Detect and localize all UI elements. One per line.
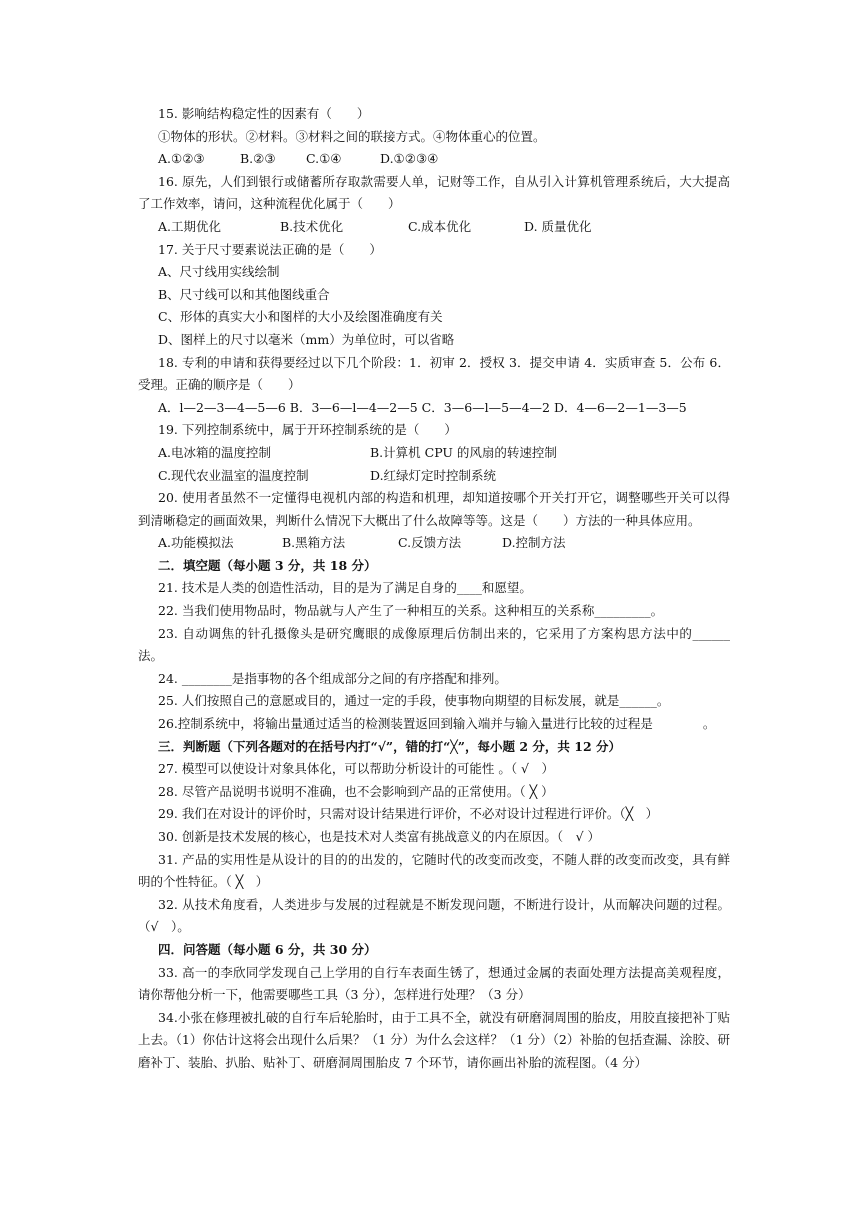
question-19-option-c: C.现代农业温室的温度控制: [158, 467, 309, 483]
question-20-option-a: A.功能模拟法: [158, 535, 234, 551]
question-30: 30. 创新是技术发展的核心，也是技术对人类富有挑战意义的内在原因。（ √ ）: [158, 829, 601, 844]
question-16-option-b: B.技术优化: [280, 218, 344, 234]
section-4-title: 四．问答题（每小题 6 分，共 30 分）: [158, 941, 377, 957]
question-15-option-a: A.①②③: [158, 151, 205, 167]
exam-content: [138, 103, 730, 1075]
question-28: 28. 尽管产品说明书说明不准确，也不会影响到产品的正常使用。（ ╳ ）: [158, 783, 554, 799]
question-23: 23. 自动调焦的针孔摄像头是研究鹰眼的成像原理后仿制出来的，它采用了方案构思方法中的______法。: [138, 625, 730, 664]
section-3-title: 三．判断题（下列各题对的在括号内打“√”，错的打“╳”，每小题 2 分，共 12 分）: [158, 738, 622, 754]
question-15-option-c: C.①④: [306, 151, 342, 167]
question-33: 33. 高一的李欣同学发现自己上学用的自行车表面生锈了，想通过金属的表面处理方法提高美观程度，请你帮他分析一下，他需要哪些工具（3 分），怎样进行处理？（3 分）: [138, 964, 730, 1003]
question-27: 27. 模型可以使设计对象具体化，可以帮助分析设计的可能性 。（ √ ）: [158, 761, 555, 777]
question-17-stem: 17. 关于尺寸要素说法正确的是（ ）: [158, 241, 382, 257]
question-17-option-b: B、尺寸线可以和其他图线重合: [158, 286, 330, 302]
question-21: 21. 技术是人类的创造性活动，目的是为了满足自身的____和愿望。: [158, 580, 532, 596]
question-16-option-d: D. 质量优化: [524, 218, 592, 234]
question-15-detail: ①物体的形状。②材料。③材料之间的联接方式。④物体重心的位置。: [158, 128, 546, 144]
question-16-option-c: C.成本优化: [408, 218, 472, 234]
question-34: 34.小张在修理被扎破的自行车后轮胎时，由于工具不全，就没有研磨洞周围的胎皮，用胶直接把补丁贴上去。（1）你估计这将会出现什么后果？（1 分）为什么会这样？（1 分）（2）补胎的包括查漏、涂胶、研磨补丁、装胎、扒胎、贴补丁、研磨洞周围胎皮 7 个环节，请你画出补胎的流程图。（4 分）: [138, 1009, 730, 1070]
question-20-options: [138, 532, 730, 555]
question-19-option-b: B.计算机 CPU 的风扇的转速控制: [370, 444, 557, 460]
question-19-option-a: A.电冰箱的温度控制: [158, 444, 272, 460]
question-16-option-a: A.工期优化: [158, 218, 222, 234]
question-20-option-c: C.反馈方法: [398, 535, 462, 551]
question-15-options: [138, 148, 730, 171]
question-17-option-c: C、形体的真实大小和图样的大小及绘图准确度有关: [158, 309, 443, 325]
question-17-option-d: D、图样上的尺寸以毫米（mm）为单位时，可以省略: [158, 331, 455, 347]
question-16-options: [138, 216, 730, 239]
question-32: 32. 从技术角度看，人类进步与发展的过程就是不断发现问题，不断进行设计，从而解决问题的过程。（√ ）。: [138, 896, 730, 935]
section-2-title: 二．填空题（每小题 3 分，共 18 分）: [158, 557, 377, 573]
question-15-stem: 15. 影响结构稳定性的因素有（ ）: [158, 106, 370, 121]
question-15-option-d: D.①②③④: [380, 151, 439, 167]
question-19-options-row1: [138, 442, 730, 465]
question-15-option-b: B.②③: [240, 151, 276, 167]
question-31: 31. 产品的实用性是从设计的目的的出发的，它随时代的改变而改变，不随人群的改变而改变，具有鲜明的个性特征。（ ╳ ）: [138, 851, 730, 890]
question-17-option-a: A、尺寸线用实线绘制: [158, 264, 280, 280]
question-16-stem: 16. 原先，人们到银行或储蓄所存取款需要人单，记财等工作，自从引入计算机管理系统后，大大提高了工作效率，请问，这种流程优化属于（ ）: [138, 173, 730, 212]
question-29: 29. 我们在对设计的评价时，只需对设计结果进行评价，不必对设计过程进行评价。（╳ ）: [158, 806, 659, 822]
question-18-options: A．l—2—3—4—5—6 B．3—6—l—4—2—5 C．3—6—l—5—4—2 D．4—6—2—1—3—5: [158, 399, 687, 415]
question-19-options-row2: [138, 465, 730, 488]
question-20-option-b: B.黑箱方法: [282, 535, 346, 551]
question-20-option-d: D.控制方法: [502, 535, 566, 551]
question-19-option-d: D.红绿灯定时控制系统: [370, 467, 497, 483]
question-26: 26.控制系统中，将输出量通过适当的检测装置返回到输入端并与输入量进行比较的过程是 。: [158, 716, 716, 732]
question-18-stem: 18. 专利的申请和获得要经过以下几个阶段：1．初审 2．授权 3．提交申请 4．实质审查 5．公布 6．受理。正确的顺序是（ ）: [138, 354, 730, 393]
question-25: 25. 人们按照自己的意愿或目的，通过一定的手段，使事物向期望的目标发展，就是______。: [158, 693, 670, 709]
question-19-stem: 19. 下列控制系统中，属于开环控制系统的是（ ）: [158, 422, 457, 438]
question-22: 22. 当我们使用物品时，物品就与人产生了一种相互的关系。这种相互的关系称_________。: [158, 603, 664, 619]
question-24: 24. ________是指事物的各个组成部分之间的有序搭配和排列。: [158, 670, 507, 686]
question-20-stem: 20. 使用者虽然不一定懂得电视机内部的构造和机理，却知道按哪个开关打开它，调整哪些开关可以得到清晰稳定的画面效果，判断什么情况下大概出了什么故障等等。这是（ ）方法的一种具体应用。: [138, 490, 730, 528]
